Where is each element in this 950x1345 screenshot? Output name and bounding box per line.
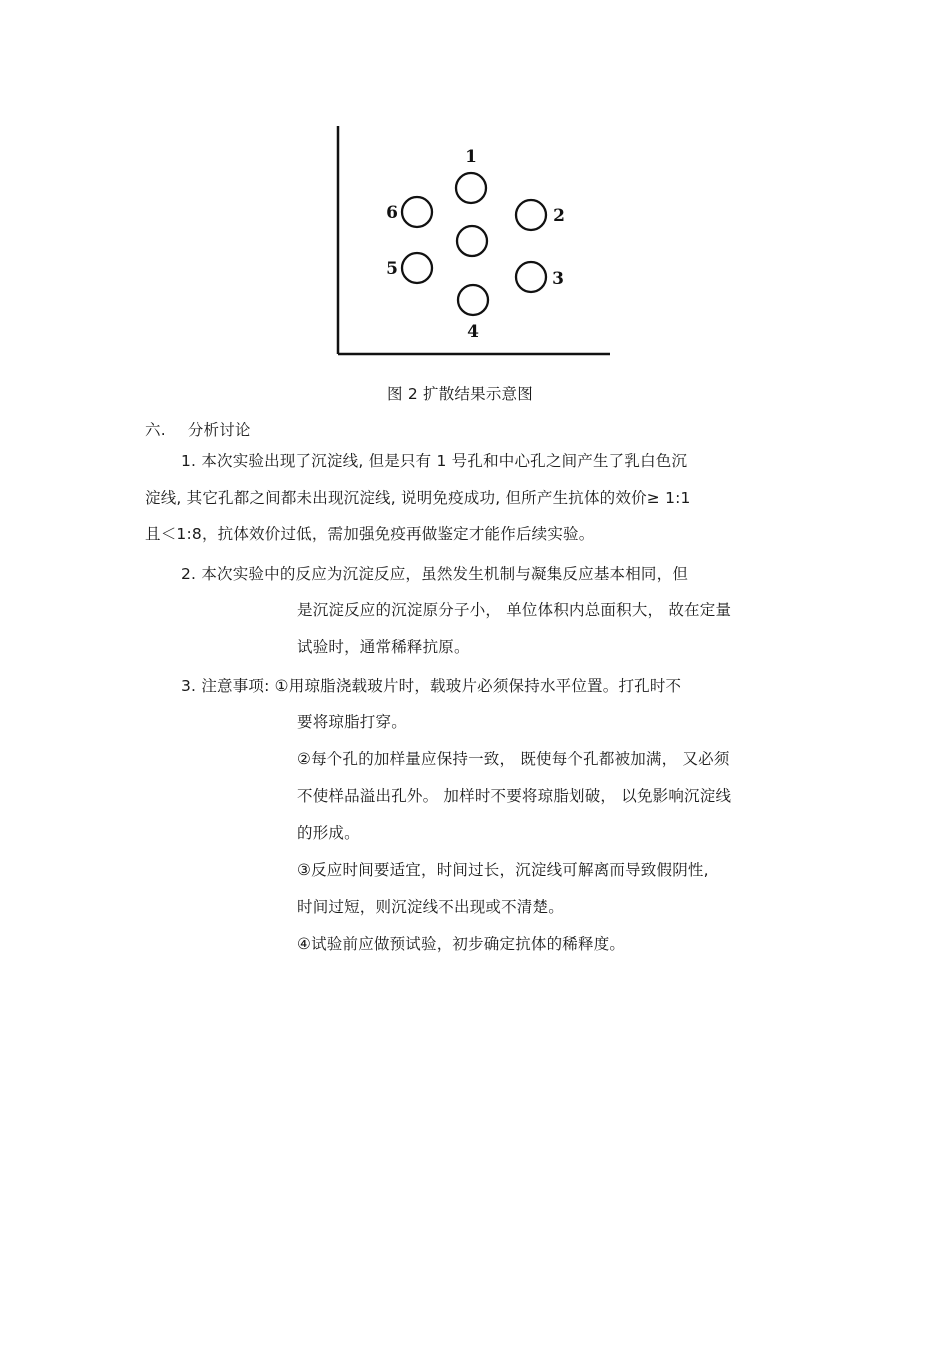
diffusion-diagram bbox=[336, 126, 612, 358]
well-label-5: 5 bbox=[386, 259, 398, 279]
paragraph-line: 不使样品溢出孔外。 加样时不要将琼脂划破， 以免影响沉淀线 bbox=[297, 787, 732, 805]
paragraph-line: 的形成。 bbox=[297, 824, 360, 842]
paragraph-line: 时间过短，则沉淀线不出现或不清楚。 bbox=[297, 898, 564, 916]
well-label-3: 3 bbox=[552, 269, 564, 289]
paragraph-line: 是沉淀反应的沉淀原分子小， 单位体积内总面积大， 故在定量 bbox=[297, 601, 732, 619]
well-1 bbox=[456, 173, 486, 203]
paragraph-line: 试验时，通常稀释抗原。 bbox=[297, 638, 470, 656]
well-6 bbox=[402, 197, 432, 227]
well-label-4: 4 bbox=[467, 322, 479, 342]
paragraph-line: 要将琼脂打穿。 bbox=[297, 713, 407, 731]
well-label-1: 1 bbox=[465, 147, 477, 167]
well-label-2: 2 bbox=[553, 206, 565, 226]
paragraph-line: ②每个孔的加样量应保持一致， 既使每个孔都被加满， 又必须 bbox=[297, 750, 730, 768]
section-number: 六. bbox=[145, 421, 166, 439]
well-3 bbox=[516, 262, 546, 292]
paragraph-line: ④试验前应做预试验，初步确定抗体的稀释度。 bbox=[297, 935, 626, 953]
well-label-6: 6 bbox=[386, 203, 398, 223]
well-4 bbox=[458, 285, 488, 315]
paragraph-line: 2. 本次实验中的反应为沉淀反应，虽然发生机制与凝集反应基本相同，但 bbox=[181, 565, 689, 583]
well-2 bbox=[516, 200, 546, 230]
paragraph-line: ③反应时间要适宜，时间过长，沉淀线可解离而导致假阴性, bbox=[297, 861, 709, 879]
diffusion-figure bbox=[336, 126, 612, 358]
well-5 bbox=[402, 253, 432, 283]
section-title: 分析讨论 bbox=[187, 421, 251, 439]
paragraph-line: 且＜1:8，抗体效价过低，需加强免疫再做鉴定才能作后续实验。 bbox=[145, 525, 595, 543]
figure-caption: 图 2 扩散结果示意图 bbox=[387, 385, 533, 403]
paragraph-line: 淀线, 其它孔都之间都未出现沉淀线, 说明免疫成功, 但所产生抗体的效价≥ 1:1 bbox=[145, 489, 691, 507]
section-heading bbox=[145, 420, 251, 440]
paragraph-line: 1. 本次实验出现了沉淀线, 但是只有 1 号孔和中心孔之间产生了乳白色沉 bbox=[181, 452, 688, 470]
well-center bbox=[457, 226, 487, 256]
paragraph-line: 3. 注意事项: ①用琼脂浇载玻片时，载玻片必须保持水平位置。打孔时不 bbox=[181, 677, 682, 695]
